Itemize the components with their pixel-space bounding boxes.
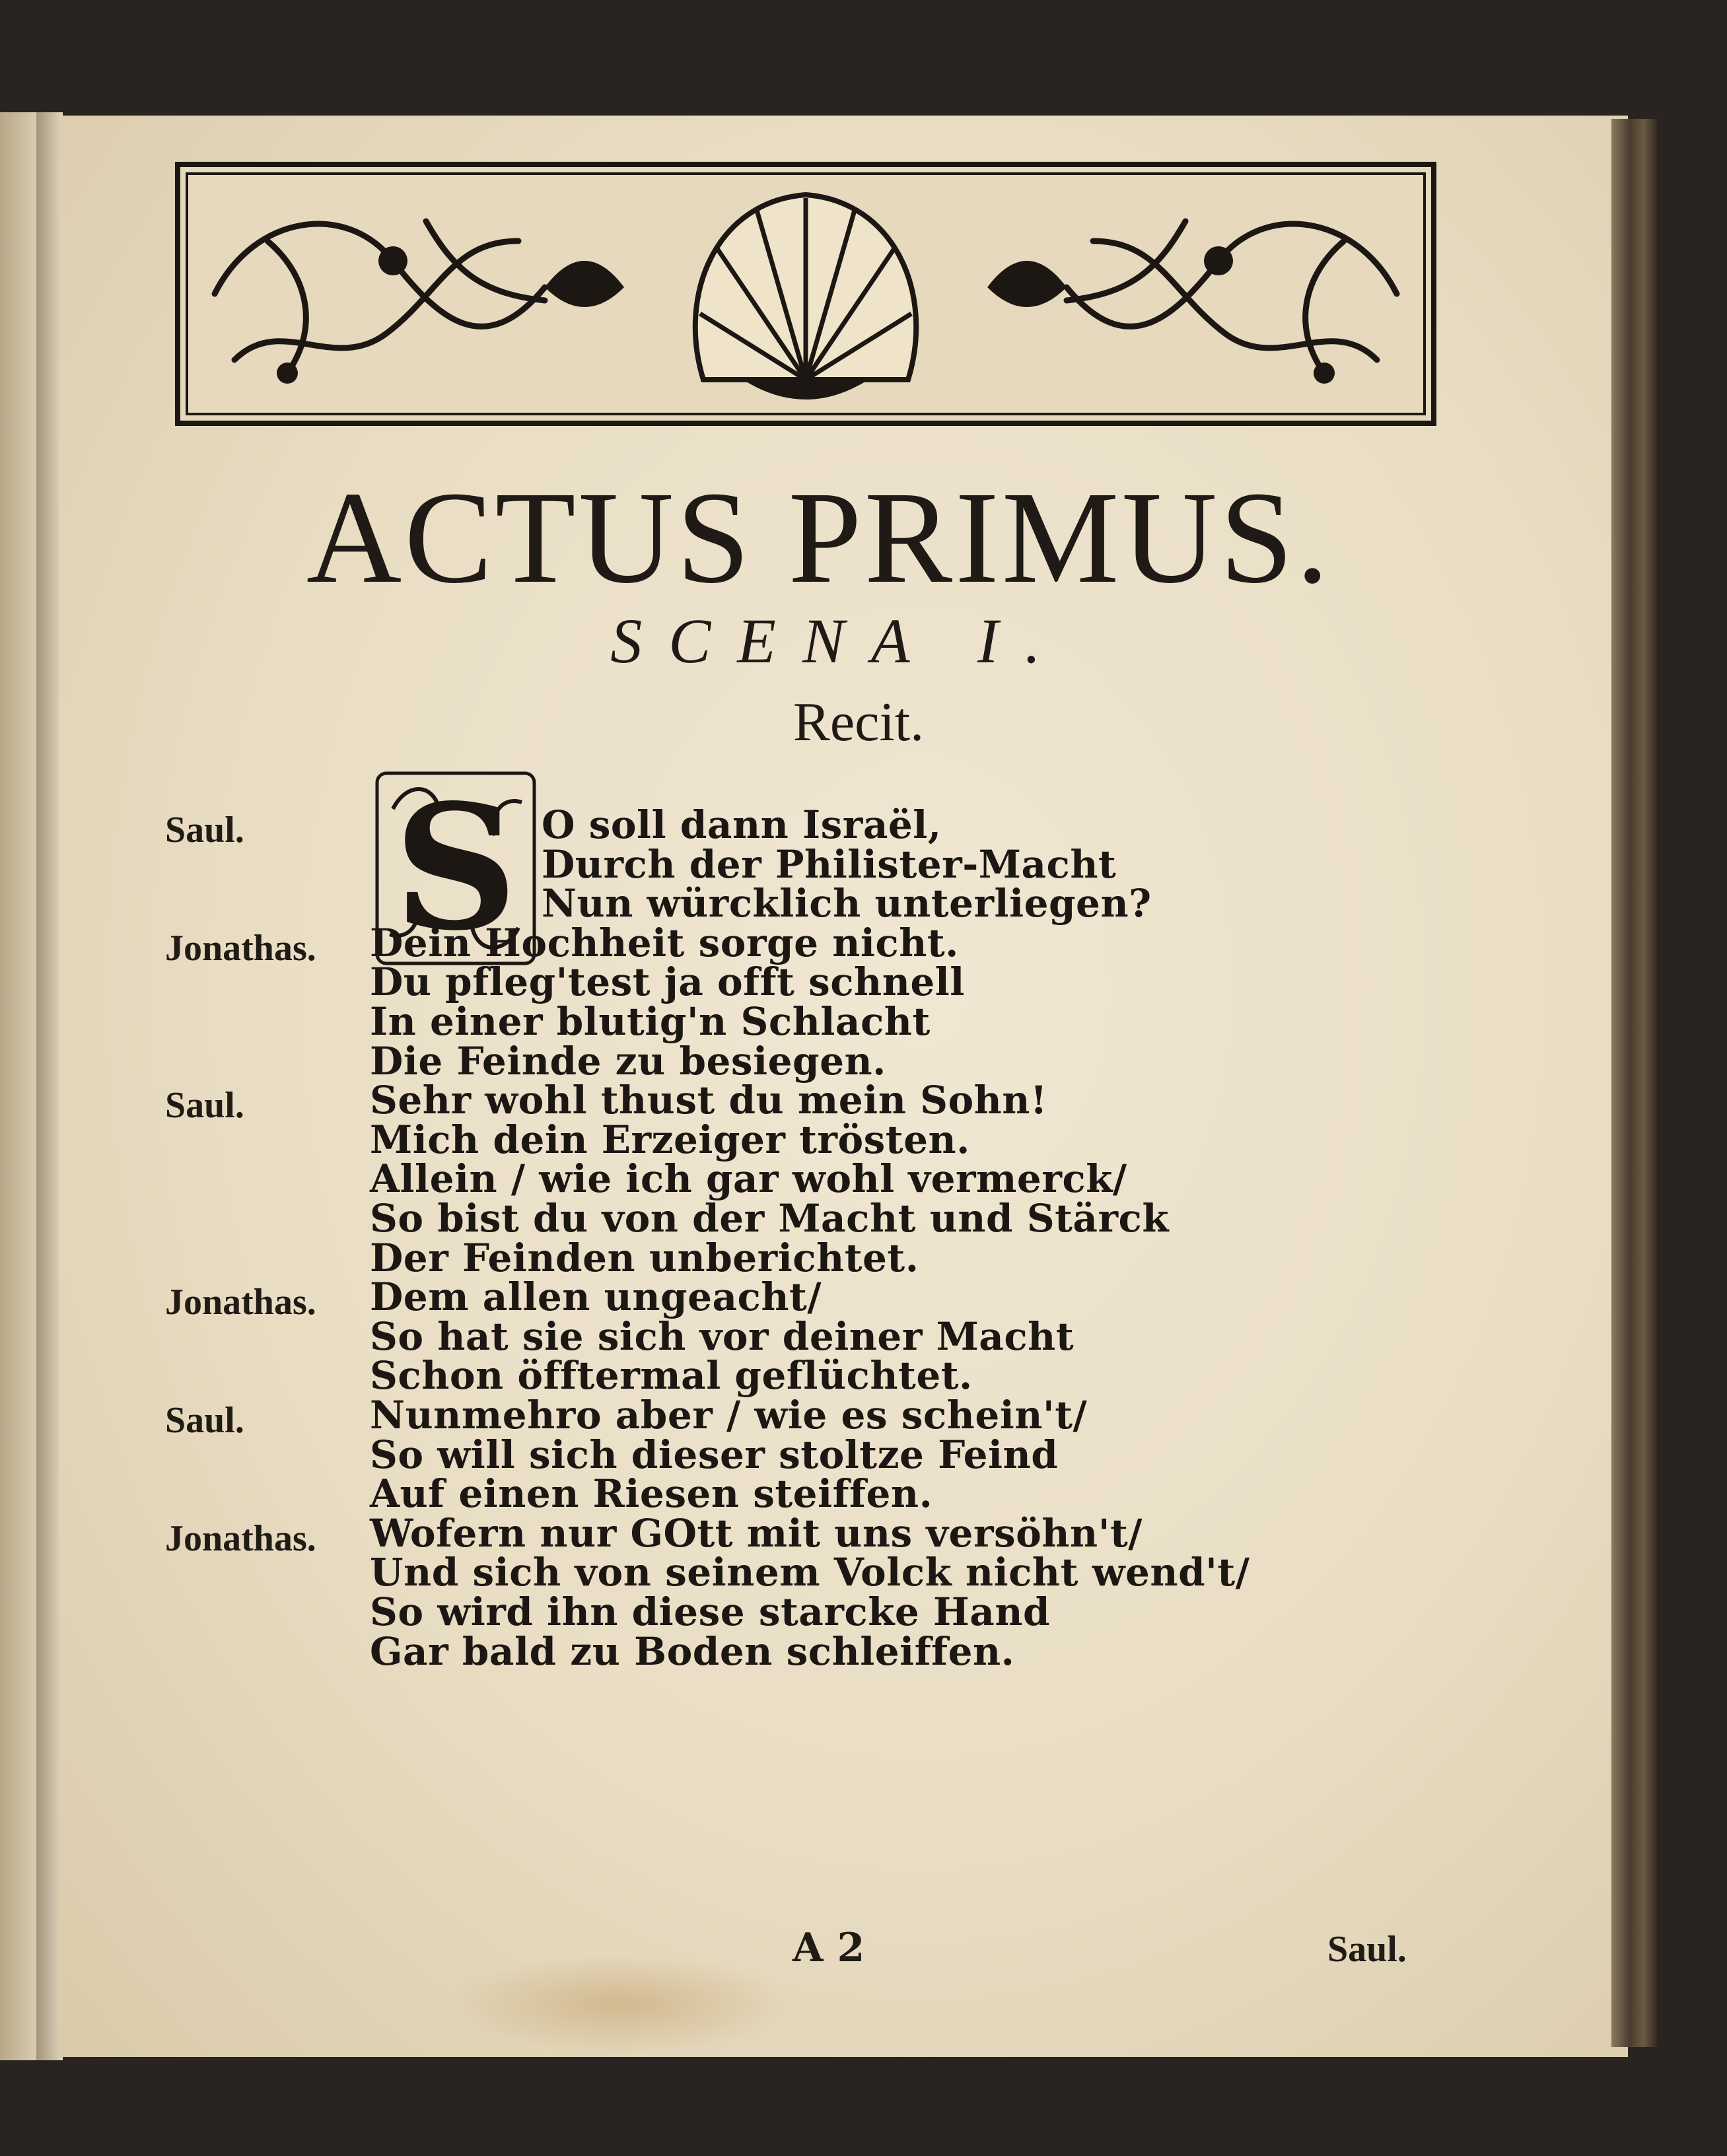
verse-line: Allein / wie ich gar wohl vermerck/ [370,1156,1127,1202]
water-stain [449,1955,793,2054]
dropcap-letter: S [394,769,518,967]
speaker-name: Jonathas. [165,1282,316,1323]
headpiece-ornament [175,162,1436,426]
speaker-name: Saul. [165,1085,244,1127]
verse-line: Mich dein Erzeiger trösten. [370,1117,970,1162]
scene-heading: SCENA I. [610,606,1067,676]
verse-line: So wird ihn diese starcke Hand [370,1589,1051,1634]
verse-line: Dein Hochheit sorge nicht. [370,920,959,965]
verse-line: Die Feinde zu besiegen. [370,1038,886,1084]
verse-line: So will sich dieser stoltze Feind [370,1432,1059,1477]
verse-line: In einer blutig'n Schlacht [370,999,931,1044]
section-label: Recit. [793,691,925,753]
book-cover-edge [1611,119,1658,2047]
verse-line: Nunmehro aber / wie es schein't/ [370,1393,1088,1438]
signature-mark: A 2 [793,1925,865,1971]
verse-line: So hat sie sich vor deiner Macht [370,1313,1075,1359]
act-title: ACTUS PRIMUS. [306,465,1332,611]
verse-line: Auf einen Riesen steiffen. [370,1471,933,1517]
verse-line: Dem allen ungeacht/ [370,1274,822,1320]
verse-line: Schon öfftermal geflüchtet. [370,1353,973,1399]
speaker-name: Saul. [165,810,244,851]
verse-line: Durch der Philister-Macht [542,841,1117,887]
verse-line: Nun würcklich unterliegen? [542,881,1152,926]
verse-line: Sehr wohl thust du mein Sohn! [370,1078,1047,1123]
verse-line: So bist du von der Macht und Stärck [370,1196,1170,1241]
verse-line: Gar bald zu Boden schleiffen. [370,1628,1015,1674]
book-gutter [36,112,63,2060]
verse-line: Und sich von seinem Volck nicht wend't/ [370,1550,1250,1595]
verse-line: Wofern nur GOtt mit uns versöhn't/ [370,1510,1143,1556]
verse-line: O soll dann Israël, [542,802,942,847]
speaker-name: Jonathas. [165,927,316,969]
verse-line: Du pfleg'test ja offt schnell [370,959,965,1005]
speaker-name: Jonathas. [165,1517,316,1559]
speaker-name: Saul. [165,1400,244,1441]
verse-line: Der Feinden unberichtet. [370,1235,919,1280]
catchword: Saul. [1327,1929,1407,1970]
